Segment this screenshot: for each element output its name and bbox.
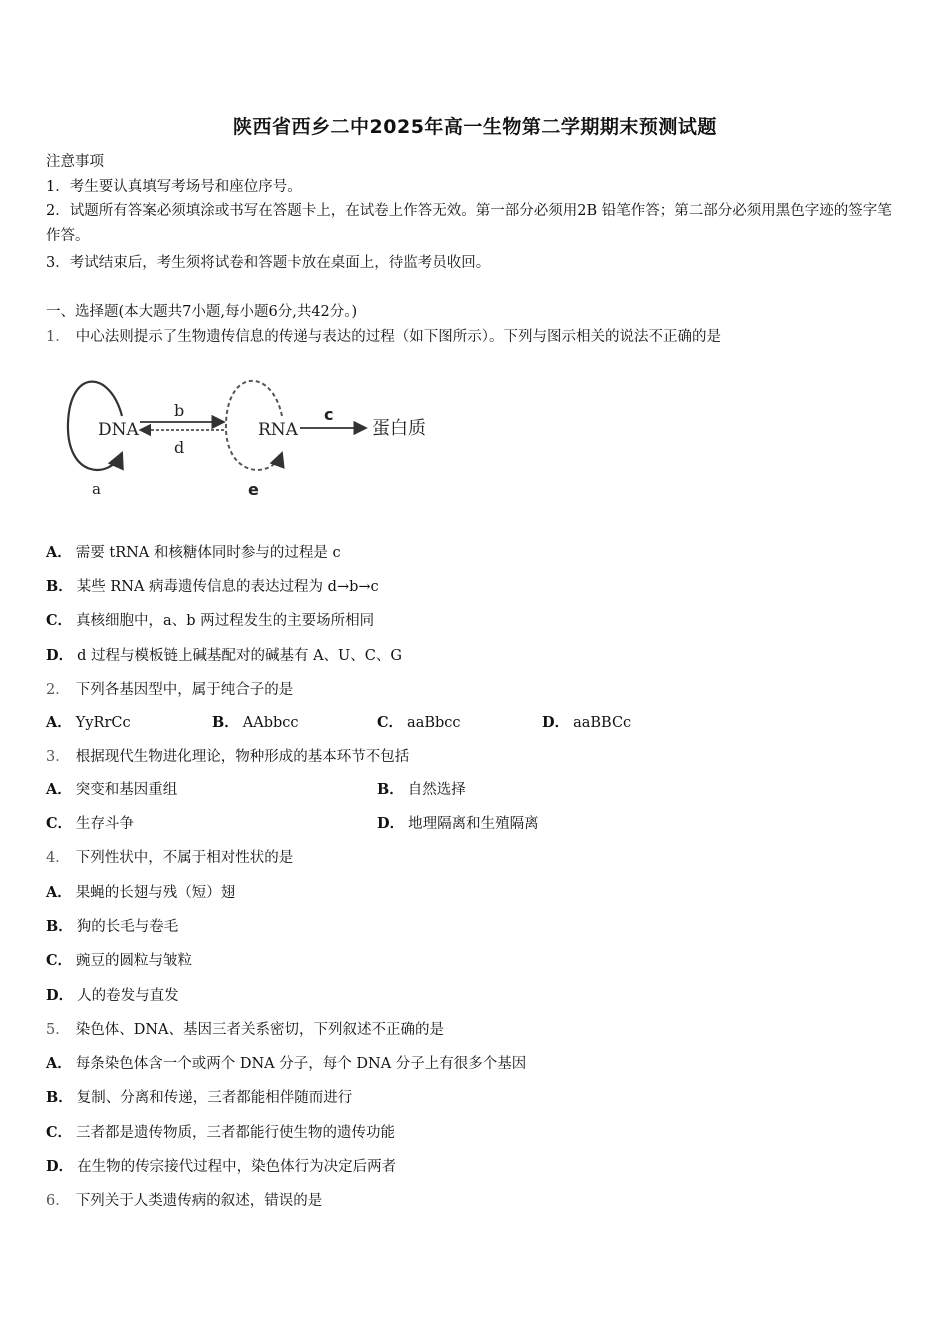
q5-option-c: C． 三者都是遗传物质，三者都能行使生物的遗传功能 [46,1124,396,1141]
q2-option-b: B． AAbbcc [212,714,299,731]
q4-option-d: D． 人的卷发与直发 [46,987,179,1004]
central-dogma-diagram [60,368,440,503]
label-e: e [248,480,259,499]
q3-option-b: B． 自然选择 [377,781,466,798]
notice-1: 1．考生要认真填写考场号和座位序号。 [46,179,302,195]
notice-3: 3．考试结束后，考生须将试卷和答题卡放在桌面上，待监考员收回。 [46,255,491,271]
label-d: d [174,438,185,457]
question-5: 5． 染色体、DNA、基因三者关系密切，下列叙述不正确的是 [46,1022,445,1038]
q1-option-c: C． 真核细胞中，a、b 两过程发生的主要场所相同 [46,612,375,629]
question-number: 1． [46,329,70,345]
q3-option-c: C． 生存斗争 [46,815,135,832]
q1-option-d: D． d 过程与模板链上碱基配对的碱基有 A、U、C、G [46,647,402,664]
question-4: 4． 下列性状中，不属于相对性状的是 [46,850,294,866]
q3-option-a: A． 突变和基因重组 [46,781,178,798]
question-1 [46,327,721,347]
question-6: 6． 下列关于人类遗传病的叙述，错误的是 [46,1193,323,1209]
section-heading: 一、选择题(本大题共7小题,每小题6分,共42分。) [46,304,358,320]
q4-option-c: C． 豌豆的圆粒与皱粒 [46,952,193,969]
label-b: b [174,401,185,420]
q4-option-b: B． 狗的长毛与卷毛 [46,918,179,935]
page-title: 陕西省西乡二中2025年高一生物第二学期期末预测试题 [233,116,717,138]
label-c: c [324,405,334,424]
q2-option-a: A． YyRrCc [46,714,131,731]
notice-2: 2．试题所有答案必须填涂或书写在答题卡上，在试卷上作答无效。第一部分必须用2B 铅笔作答；第二部分必须用黑色字迹的签字笔作答。 [46,203,892,244]
q1-option-b: B． 某些 RNA 病毒遗传信息的表达过程为 d→b→c [46,578,379,595]
q5-option-a: A． 每条染色体含一个或两个 DNA 分子，每个 DNA 分子上有很多个基因 [46,1055,527,1072]
q5-option-b: B． 复制、分离和传递，三者都能相伴随而进行 [46,1089,353,1106]
q4-option-a: A． 果蝇的长翅与残（短）翅 [46,884,236,901]
q2-option-c: C． aaBbcc [377,714,461,731]
rna-label: RNA [258,420,298,440]
question-3: 3． 根据现代生物进化理论，物种形成的基本环节不包括 [46,749,410,765]
label-a: a [92,480,101,498]
notice-heading: 注意事项 [46,154,104,170]
question-2: 2． 下列各基因型中，属于纯合子的是 [46,682,294,698]
q2-option-d: D． aaBBCc [542,714,632,731]
protein-label: 蛋白质 [372,418,426,439]
q3-option-d: D． 地理隔离和生殖隔离 [377,815,539,832]
q1-option-a: A． 需要 tRNA 和核糖体同时参与的过程是 c [46,544,341,561]
q5-option-d: D． 在生物的传宗接代过程中，染色体行为决定后两者 [46,1158,397,1175]
dna-label: DNA [98,420,139,440]
question-stem: 中心法则提示了生物遗传信息的传递与表达的过程（如下图所示）。下列与图示相关的说法不正确的是 [75,329,721,345]
